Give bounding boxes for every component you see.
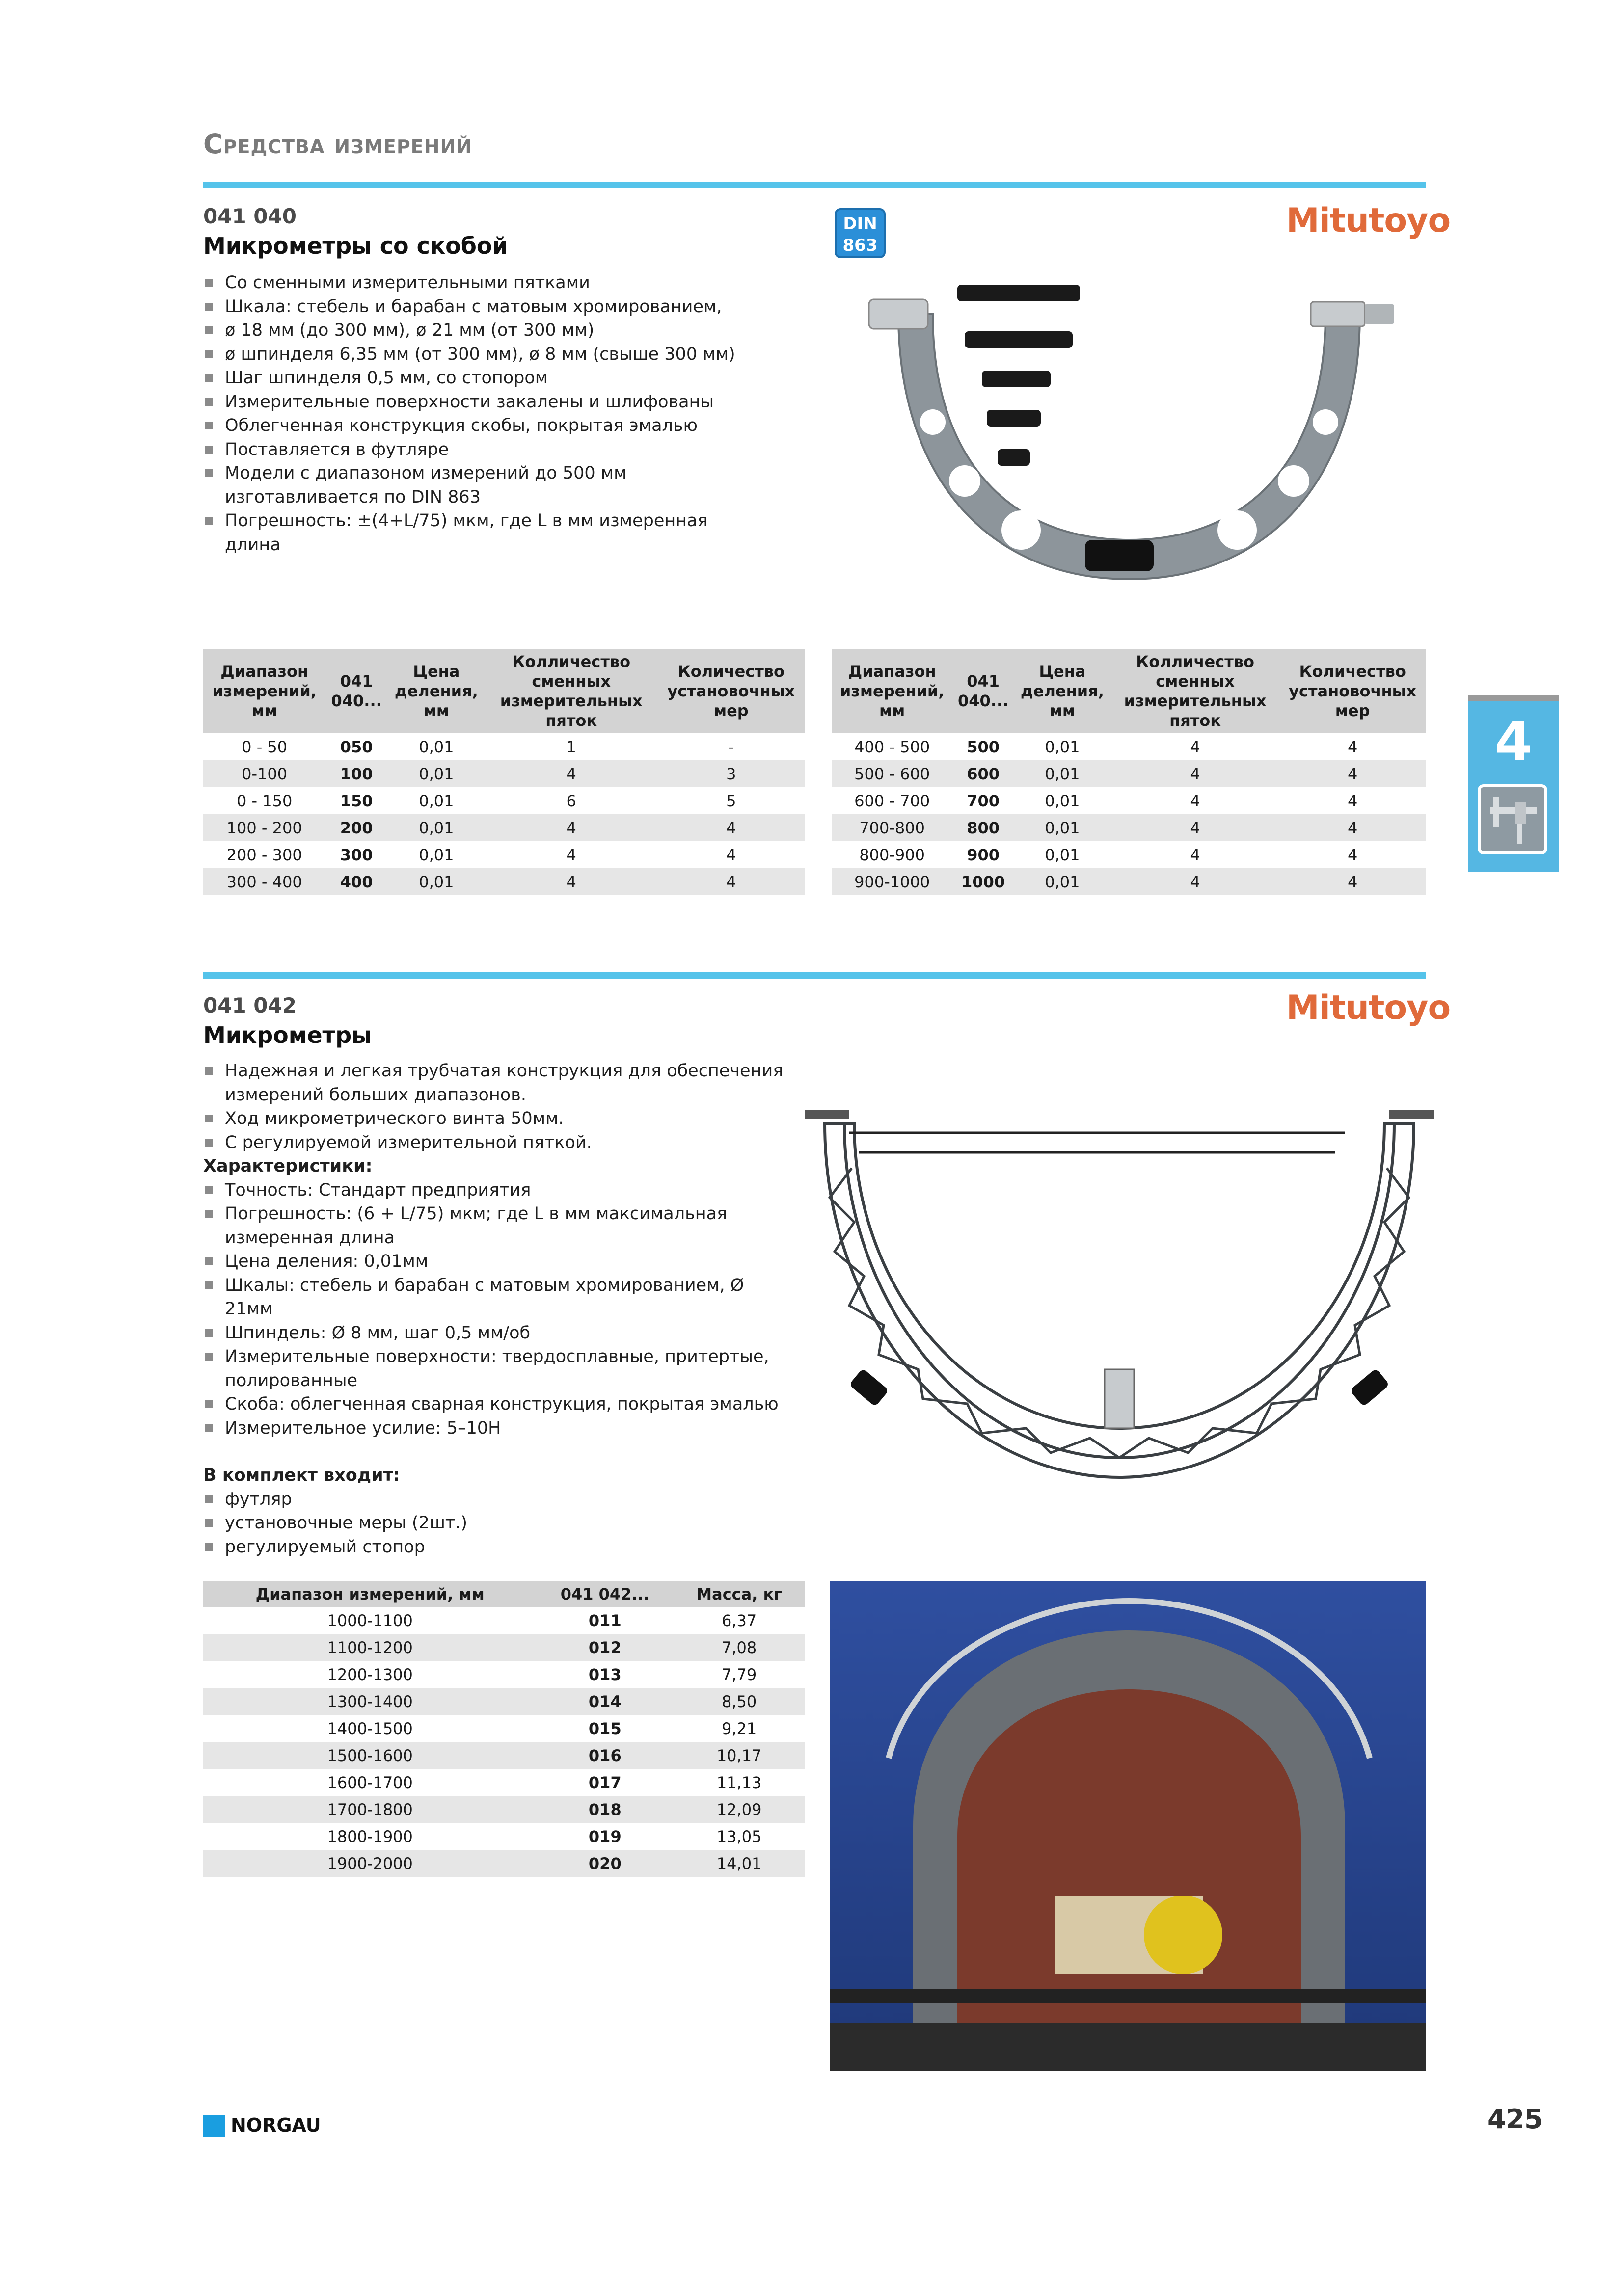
table-cell: 4	[1279, 868, 1426, 895]
table-row	[203, 1661, 805, 1688]
table-row	[832, 760, 1426, 787]
section-divider	[203, 182, 1426, 188]
column-header: 041 040...	[952, 649, 1014, 733]
table-row	[832, 814, 1426, 841]
table-cell: 4	[1111, 868, 1280, 895]
table-cell: 150	[340, 791, 373, 810]
table-row	[203, 760, 805, 787]
table-cell: 4	[1279, 760, 1426, 787]
table-row	[203, 1769, 805, 1796]
table-cell: 7,79	[722, 1665, 757, 1684]
footer-brand: NORGAU	[231, 2114, 321, 2136]
table-cell: 6,37	[722, 1611, 757, 1630]
table-cell: 300	[340, 845, 373, 864]
chapter-number: 4	[1494, 710, 1533, 773]
table-cell: 9,21	[722, 1719, 757, 1738]
table-cell: 200	[325, 814, 387, 841]
table-cell: 1900-2000	[203, 1850, 537, 1877]
table-cell: 8,50	[673, 1688, 805, 1715]
table-cell: 900	[967, 845, 1000, 864]
table-row	[203, 1823, 805, 1850]
column-header: 041 040...	[325, 649, 387, 733]
table-cell: 4	[726, 845, 736, 864]
table-header-row	[832, 649, 1426, 733]
table-cell: 4	[1111, 814, 1280, 841]
list-heading: Характеристики:	[203, 1156, 373, 1176]
table-row	[203, 841, 805, 868]
list-item: Шаг шпинделя 0,5 мм, со стопором	[203, 366, 768, 390]
table-cell: 4	[486, 868, 657, 895]
table-cell: 1100-1200	[203, 1634, 537, 1661]
table-cell: 100 - 200	[203, 814, 325, 841]
specs-table-right	[832, 649, 1426, 895]
column-header: Диапазон измерений, мм	[203, 1581, 537, 1607]
large-micrometer-image	[805, 1095, 1434, 1497]
table-cell: 0,01	[419, 845, 454, 864]
table-cell: 0 - 50	[242, 737, 288, 756]
list-item	[203, 1440, 792, 1464]
table-cell: 1	[566, 737, 576, 756]
table-cell: 1700-1800	[203, 1796, 537, 1823]
list-item: регулируемый стопор	[203, 1535, 792, 1559]
table-cell: 13,05	[716, 1827, 762, 1846]
table-cell: 0,01	[1045, 791, 1080, 810]
table-cell: 4	[1279, 814, 1426, 841]
table-cell: 4	[1347, 791, 1358, 810]
chapter-tab-divider	[1468, 695, 1559, 701]
column-header: Цена деления, мм	[387, 649, 486, 733]
list-item: Точность: Стандарт предприятия	[203, 1178, 792, 1202]
table-cell: 4	[1190, 737, 1200, 756]
table-cell: 1400-1500	[327, 1719, 413, 1738]
table-row	[203, 1688, 805, 1715]
table-header-row	[203, 649, 805, 733]
column-header: Колличество сменных измерительных пяток	[1111, 649, 1280, 733]
table-cell: 4	[566, 845, 576, 864]
list-item: Модели с диапазоном измерений до 500 мм изготавливается по DIN 863	[203, 461, 768, 509]
outside-micrometer-image	[854, 275, 1404, 609]
product-name: Микрометры	[203, 1022, 372, 1048]
feature-list	[203, 271, 768, 557]
table-row	[203, 868, 805, 895]
table-cell: 900-1000	[832, 868, 952, 895]
column-header: 041 042...	[537, 1581, 673, 1607]
table-cell: 300 - 400	[203, 868, 325, 895]
table-row	[203, 1850, 805, 1877]
table-row	[203, 1742, 805, 1769]
list-item: Измерительное усилие: 5–10Н	[203, 1416, 792, 1441]
table-cell: 11,13	[716, 1773, 762, 1792]
table-row	[203, 787, 805, 814]
list-item: Погрешность: (6 + L/75) мкм; где L в мм максимальная измеренная длина	[203, 1202, 792, 1250]
feature-list	[203, 1059, 792, 1559]
table-cell: 0,01	[419, 791, 454, 810]
table-cell: 1600-1700	[327, 1773, 413, 1792]
table-cell: 4	[657, 868, 805, 895]
din-badge	[835, 208, 886, 258]
table-cell: 14,01	[673, 1850, 805, 1877]
application-photo	[830, 1581, 1426, 2071]
column-header: Масса, кг	[673, 1581, 805, 1607]
table-cell: 700-800	[832, 814, 952, 841]
table-cell: -	[728, 737, 734, 756]
table-cell: 017	[588, 1773, 622, 1792]
list-item: С регулируемой измерительной пяткой.	[203, 1131, 792, 1155]
list-item: Шкалы: стебель и барабан с матовым хромированием, Ø 21мм	[203, 1274, 792, 1321]
table-cell: 700	[967, 791, 1000, 810]
list-item: футляр	[203, 1488, 792, 1512]
table-cell: 020	[537, 1850, 673, 1877]
table-cell: 4	[486, 760, 657, 787]
table-cell: 600 - 700	[854, 791, 930, 810]
table-row	[832, 868, 1426, 895]
table-cell: 0,01	[1014, 868, 1111, 895]
table-row	[203, 1715, 805, 1742]
column-header: Цена деления, мм	[1014, 649, 1111, 733]
list-item: Скоба: облегченная сварная конструкция, покрытая эмалью	[203, 1392, 792, 1416]
list-item: Погрешность: ±(4+L/75) мкм, где L в мм измеренная длина	[203, 509, 768, 557]
table-row	[203, 814, 805, 841]
table-cell: 0-100	[203, 760, 325, 787]
page-title: Средства измерений	[203, 129, 473, 160]
list-item: Ход микрометрического винта 50мм.	[203, 1107, 792, 1131]
table-cell: 016	[537, 1742, 673, 1769]
list-item: Измерительные поверхности закалены и шлифованы	[203, 390, 768, 414]
din-label: DIN	[843, 214, 877, 234]
table-cell: 500 - 600	[832, 760, 952, 787]
product-name: Микрометры со скобой	[203, 233, 508, 259]
table-cell: 1200-1300	[327, 1665, 413, 1684]
list-item: Цена деления: 0,01мм	[203, 1250, 792, 1274]
table-cell: 0,01	[419, 737, 454, 756]
table-cell: 0,01	[387, 868, 486, 895]
table-cell: 400 - 500	[854, 737, 930, 756]
specs-table-left	[203, 649, 805, 895]
mass-table	[203, 1581, 805, 1877]
table-cell: 0,01	[1014, 814, 1111, 841]
column-header: Колличество сменных измерительных пяток	[486, 649, 657, 733]
table-cell: 4	[1190, 791, 1200, 810]
table-cell: 3	[657, 760, 805, 787]
table-row	[832, 787, 1426, 814]
table-cell: 012	[537, 1634, 673, 1661]
list-item: установочные меры (2шт.)	[203, 1511, 792, 1535]
table-cell: 1800-1900	[327, 1827, 413, 1846]
table-cell: 4	[1111, 760, 1280, 787]
table-cell: 1300-1400	[203, 1688, 537, 1715]
table-cell: 0,01	[387, 814, 486, 841]
table-cell: 0,01	[1045, 737, 1080, 756]
table-cell: 0 - 150	[236, 791, 293, 810]
table-cell: 100	[325, 760, 387, 787]
table-cell: 10,17	[673, 1742, 805, 1769]
list-heading: В комплект входит:	[203, 1466, 400, 1485]
table-cell: 200 - 300	[226, 845, 302, 864]
table-cell: 400	[325, 868, 387, 895]
table-cell: 7,08	[673, 1634, 805, 1661]
table-cell: 12,09	[673, 1796, 805, 1823]
table-cell: 1000	[952, 868, 1014, 895]
list-item: ø 18 мм (до 300 мм), ø 21 мм (от 300 мм)	[203, 319, 768, 343]
table-cell: 0,01	[1045, 845, 1080, 864]
table-row	[832, 733, 1426, 760]
table-row	[832, 841, 1426, 868]
product-code: 041 042	[203, 993, 297, 1017]
table-cell: 800	[952, 814, 1014, 841]
mitutoyo-logo: Mitutoyo	[1286, 988, 1451, 1027]
table-row	[203, 1796, 805, 1823]
table-row	[203, 1634, 805, 1661]
product-code: 041 040	[203, 204, 297, 228]
table-cell: 014	[537, 1688, 673, 1715]
caliper-icon	[1478, 784, 1547, 854]
table-cell: 1000-1100	[327, 1611, 413, 1630]
table-cell: 4	[1190, 845, 1200, 864]
list-item: Измерительные поверхности: твердосплавные, притертые, полированные	[203, 1345, 792, 1392]
table-row	[203, 1607, 805, 1634]
list-item: ø шпинделя 6,35 мм (от 300 мм), ø 8 мм (свыше 300 мм)	[203, 343, 768, 367]
din-number: 863	[842, 236, 878, 255]
table-cell: 013	[588, 1665, 622, 1684]
list-item: Облегченная конструкция скобы, покрытая эмалью	[203, 414, 768, 438]
section-divider	[203, 972, 1426, 979]
page-number: 425	[1488, 2104, 1543, 2135]
list-item: Поставляется в футляре	[203, 438, 768, 462]
list-item: Шпиндель: Ø 8 мм, шаг 0,5 мм/об	[203, 1321, 792, 1345]
table-header-row	[203, 1581, 805, 1607]
table-cell: 6	[566, 791, 576, 810]
table-cell: 4	[1347, 737, 1358, 756]
list-item: Со сменными измерительными пятками	[203, 271, 768, 295]
table-cell: 018	[537, 1796, 673, 1823]
table-cell: 015	[588, 1719, 622, 1738]
table-cell: 019	[588, 1827, 622, 1846]
table-cell: 1500-1600	[203, 1742, 537, 1769]
norgau-logo-mark	[203, 2115, 225, 2137]
table-cell: 050	[340, 737, 373, 756]
column-header: Диапазон измерений, мм	[203, 649, 325, 733]
column-header: Диапазон измерений, мм	[832, 649, 952, 733]
table-cell: 4	[486, 814, 657, 841]
table-cell: 800-900	[859, 845, 925, 864]
table-cell: 600	[952, 760, 1014, 787]
table-cell: 5	[726, 791, 736, 810]
table-cell: 4	[1347, 845, 1358, 864]
table-cell: 4	[657, 814, 805, 841]
column-header: Количество установочных мер	[1279, 649, 1426, 733]
table-cell: 0,01	[1014, 760, 1111, 787]
table-row	[203, 733, 805, 760]
list-item: Шкала: стебель и барабан с матовым хромированием,	[203, 295, 768, 319]
mitutoyo-logo: Mitutoyo	[1286, 201, 1451, 240]
table-cell: 500	[967, 737, 1000, 756]
table-cell: 0,01	[387, 760, 486, 787]
table-cell: 011	[588, 1611, 622, 1630]
column-header: Количество установочных мер	[657, 649, 805, 733]
list-item: Надежная и легкая трубчатая конструкция для обеспечения измерений больших диапазонов.	[203, 1059, 792, 1107]
